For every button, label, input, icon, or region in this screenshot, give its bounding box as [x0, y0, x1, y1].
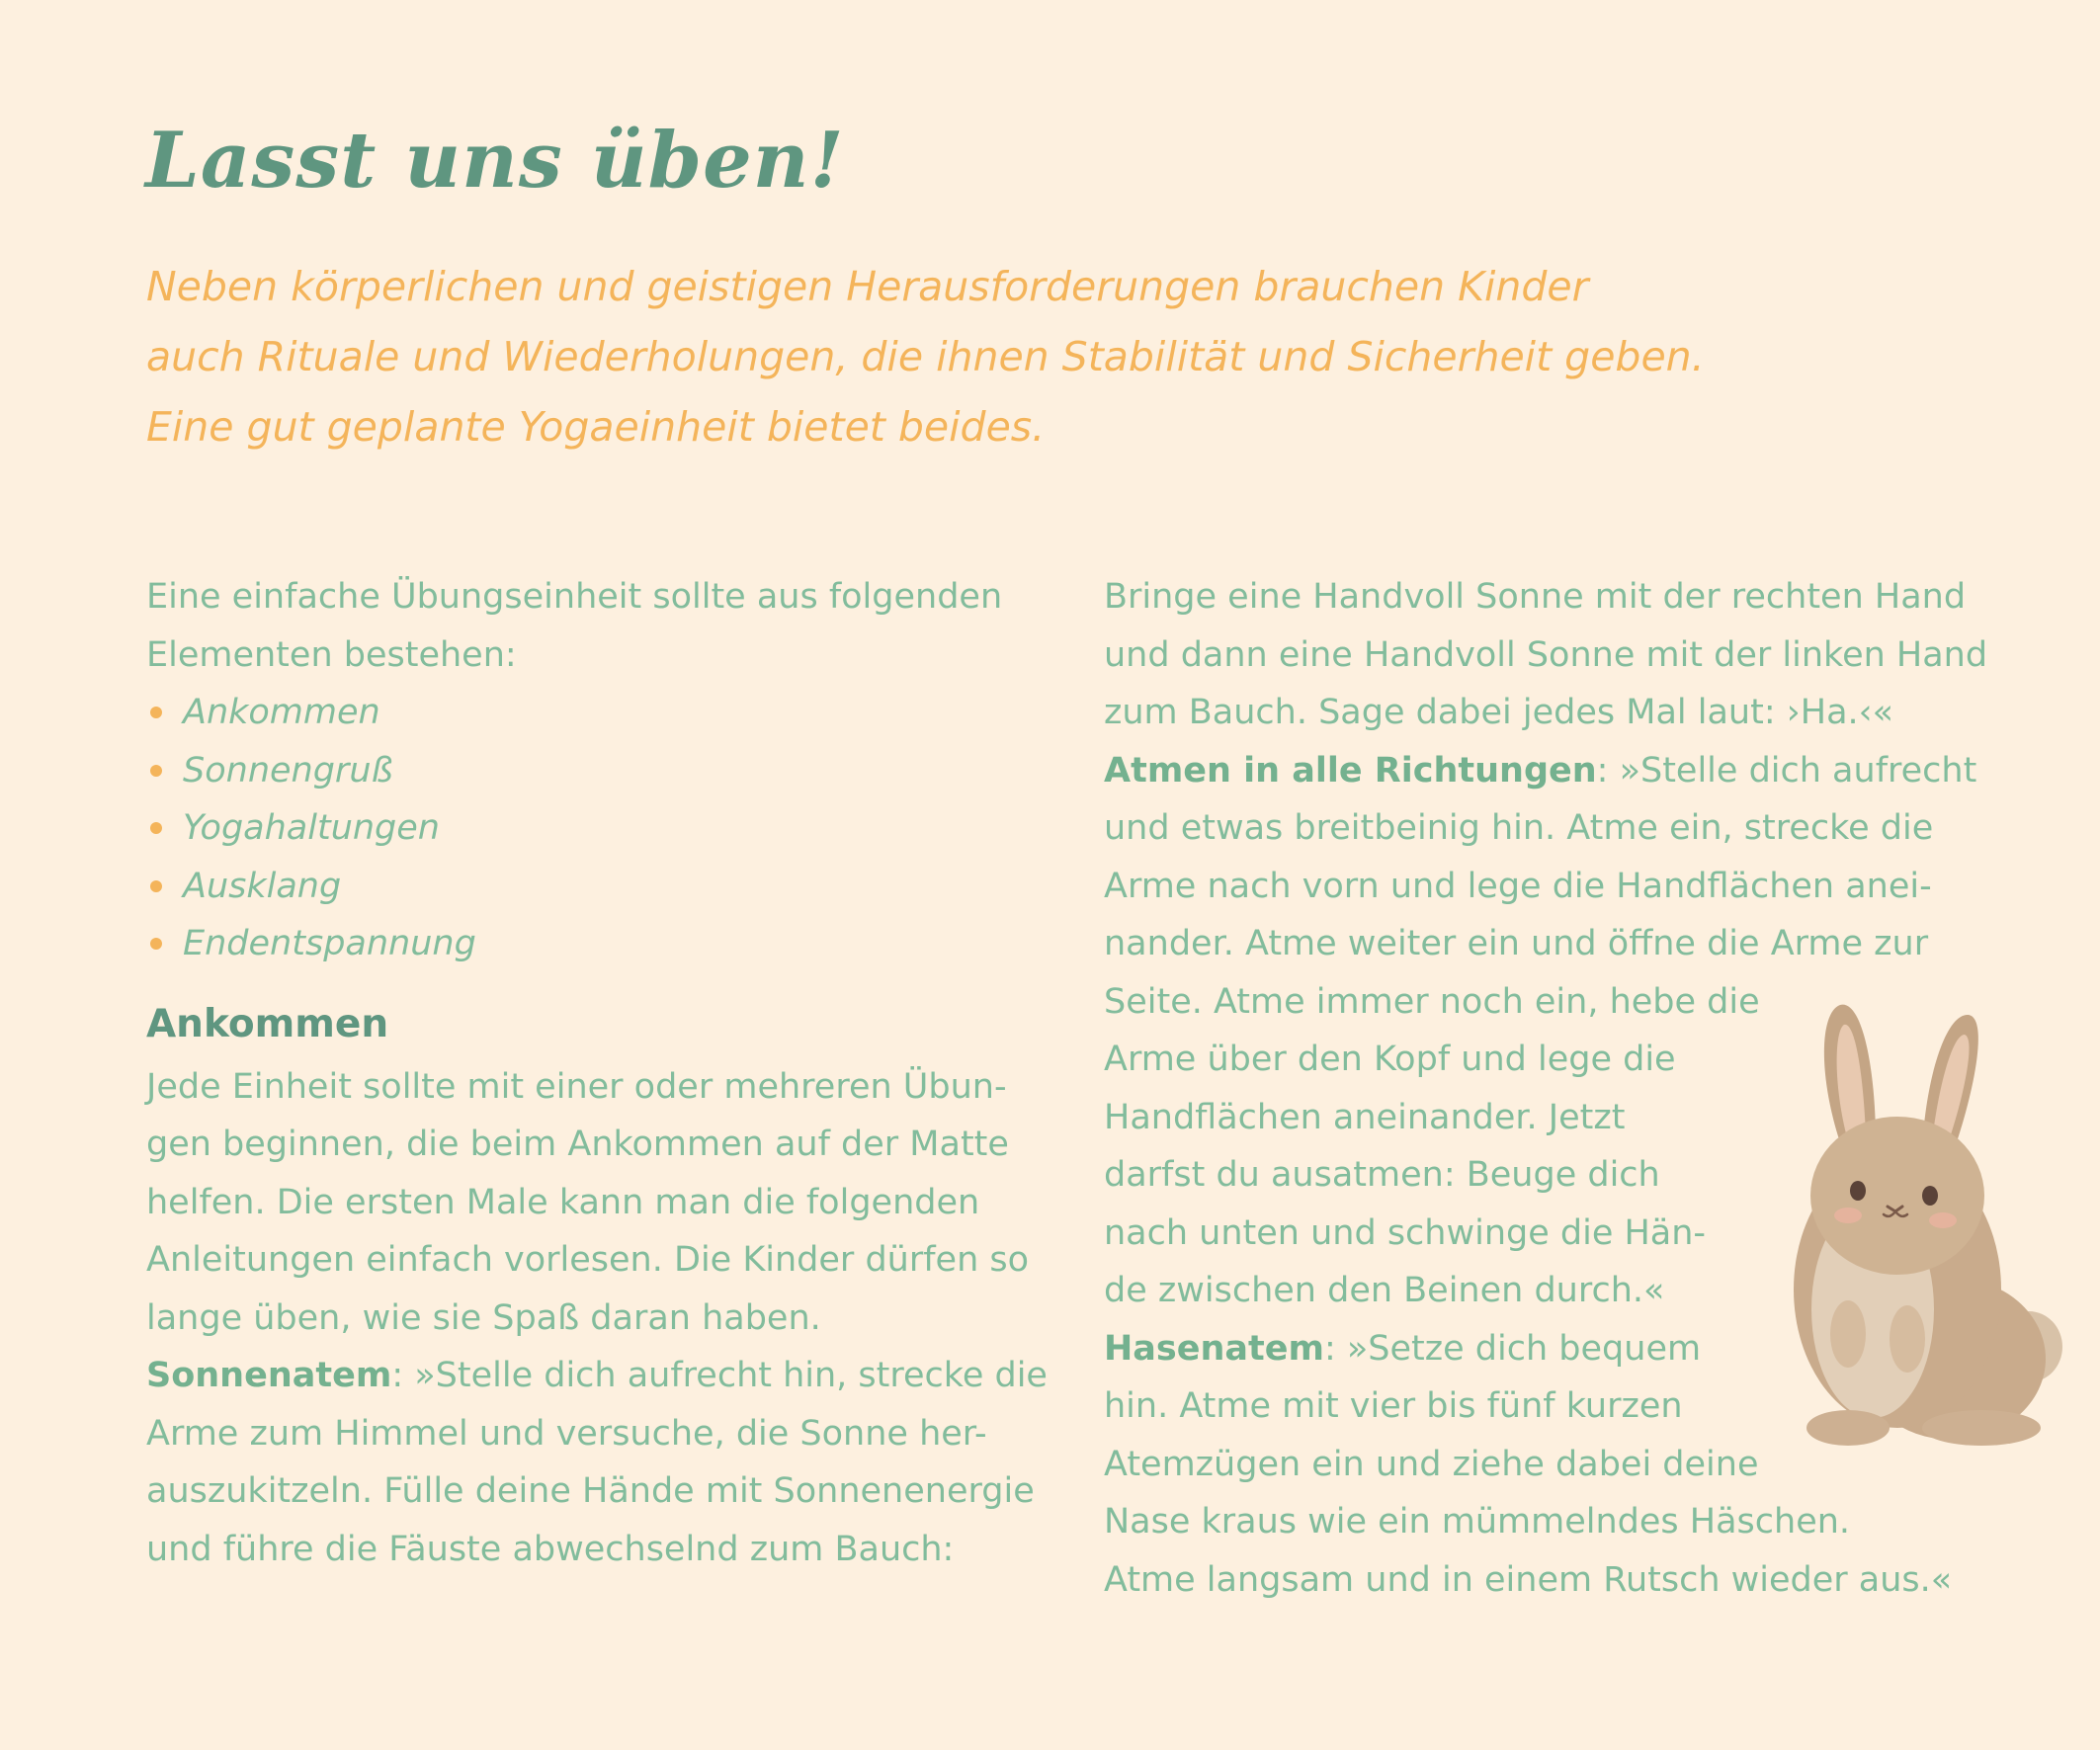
paragraph-line: gen beginnen, die beim Ankommen auf der Matte	[146, 1125, 1009, 1164]
paragraph-line: Arme zum Himmel und versuche, die Sonne her-	[146, 1413, 987, 1454]
paragraph-line: helfen. Die ersten Male kann man die folgenden	[146, 1182, 980, 1222]
paragraph-line: Arme über den Kopf und lege die	[1104, 1040, 1676, 1079]
paragraph-line: Anleitungen einfach vorlesen. Die Kinder dürfen so	[146, 1240, 1030, 1280]
exercise-line: Hasenatem: »Setze dich bequem	[1104, 1328, 1702, 1369]
paragraph-line: de zwischen den Beinen durch.«	[1104, 1271, 1665, 1310]
paragraph-line: nach unten und schwinge die Hän-	[1104, 1212, 1707, 1253]
exercise-line: Sonnenatem: »Stelle dich aufrecht hin, strecke die	[146, 1356, 1048, 1395]
list-item: Endentspannung	[146, 915, 1036, 973]
exercise-term: Hasenatem	[1104, 1328, 1324, 1369]
paragraph-line: Atme langsam und in einem Rutsch wieder aus.«	[1104, 1559, 1953, 1600]
intro-line: auch Rituale und Wiederholungen, die ihnen Stabilität und Sicherheit geben.	[146, 333, 1705, 380]
paragraph-line: Jede Einheit sollte mit einer oder mehreren Übun-	[146, 1066, 1007, 1107]
list-item: Ankommen	[146, 684, 1036, 742]
paragraph-line: zum Bauch. Sage dabei jedes Mal laut: ›Ha.‹«	[1104, 693, 1894, 732]
page-title: Lasst uns üben!	[145, 116, 845, 206]
bullet-dot-icon	[150, 880, 162, 892]
bullet-dot-icon	[150, 938, 162, 950]
left-column	[146, 568, 1048, 1578]
bullet-dot-icon	[150, 765, 162, 777]
intro-line: Eine gut geplante Yogaeinheit bietet beides.	[146, 403, 1046, 451]
bullet-dot-icon	[150, 822, 162, 834]
paragraph-line: und führe die Fäuste abwechselnd zum Bauch:	[146, 1529, 955, 1569]
paragraph-line: Atemzügen ein und ziehe dabei deine	[1104, 1444, 1759, 1484]
paragraph-line: Seite. Atme immer noch ein, hebe die	[1104, 981, 1760, 1022]
paragraph-line: Bringe eine Handvoll Sonne mit der rechten Hand	[1104, 577, 1967, 617]
paragraph-line: Nase kraus wie ein mümmelndes Häschen.	[1104, 1502, 1851, 1542]
lead-line: Eine einfache Übungseinheit sollte aus folgenden	[146, 577, 1003, 617]
paragraph-line: nander. Atme weiter ein und öffne die Arme zur	[1104, 924, 1929, 963]
exercise-line: Atmen in alle Richtungen: »Stelle dich aufrecht	[1104, 750, 1977, 791]
exercise-term: Sonnenatem	[146, 1356, 392, 1395]
intro-text	[146, 252, 1925, 462]
intro-line: Neben körperlichen und geistigen Herausforderungen brauchen Kinder	[146, 263, 1589, 310]
exercise-term: Atmen in alle Richtungen	[1104, 750, 1597, 791]
paragraph-line: Arme nach vorn und lege die Handflächen anei-	[1104, 866, 1932, 906]
paragraph-line: lange üben, wie sie Spaß daran haben.	[146, 1297, 821, 1338]
elements-list	[146, 684, 1036, 973]
bunny-illustration	[1749, 993, 2065, 1458]
list-item: Yogahaltungen	[146, 799, 1036, 858]
paragraph-line: hin. Atme mit vier bis fünf kurzen	[1104, 1386, 1683, 1426]
paragraph-line: und dann eine Handvoll Sonne mit der linken Hand	[1104, 634, 1988, 675]
bullet-dot-icon	[150, 707, 162, 718]
list-item: Sonnengruß	[146, 742, 1036, 800]
list-item: Ausklang	[146, 858, 1036, 916]
paragraph-line: auszukitzeln. Fülle deine Hände mit Sonnenenergie	[146, 1471, 1035, 1511]
paragraph-line: Handflächen aneinander. Jetzt	[1104, 1097, 1626, 1137]
paragraph-line: und etwas breitbeinig hin. Atme ein, strecke die	[1104, 808, 1934, 848]
lead-line: Elementen bestehen:	[146, 634, 517, 675]
paragraph-line: darfst du ausatmen: Beuge dich	[1104, 1155, 1660, 1195]
section-heading: Ankommen	[146, 1001, 389, 1046]
